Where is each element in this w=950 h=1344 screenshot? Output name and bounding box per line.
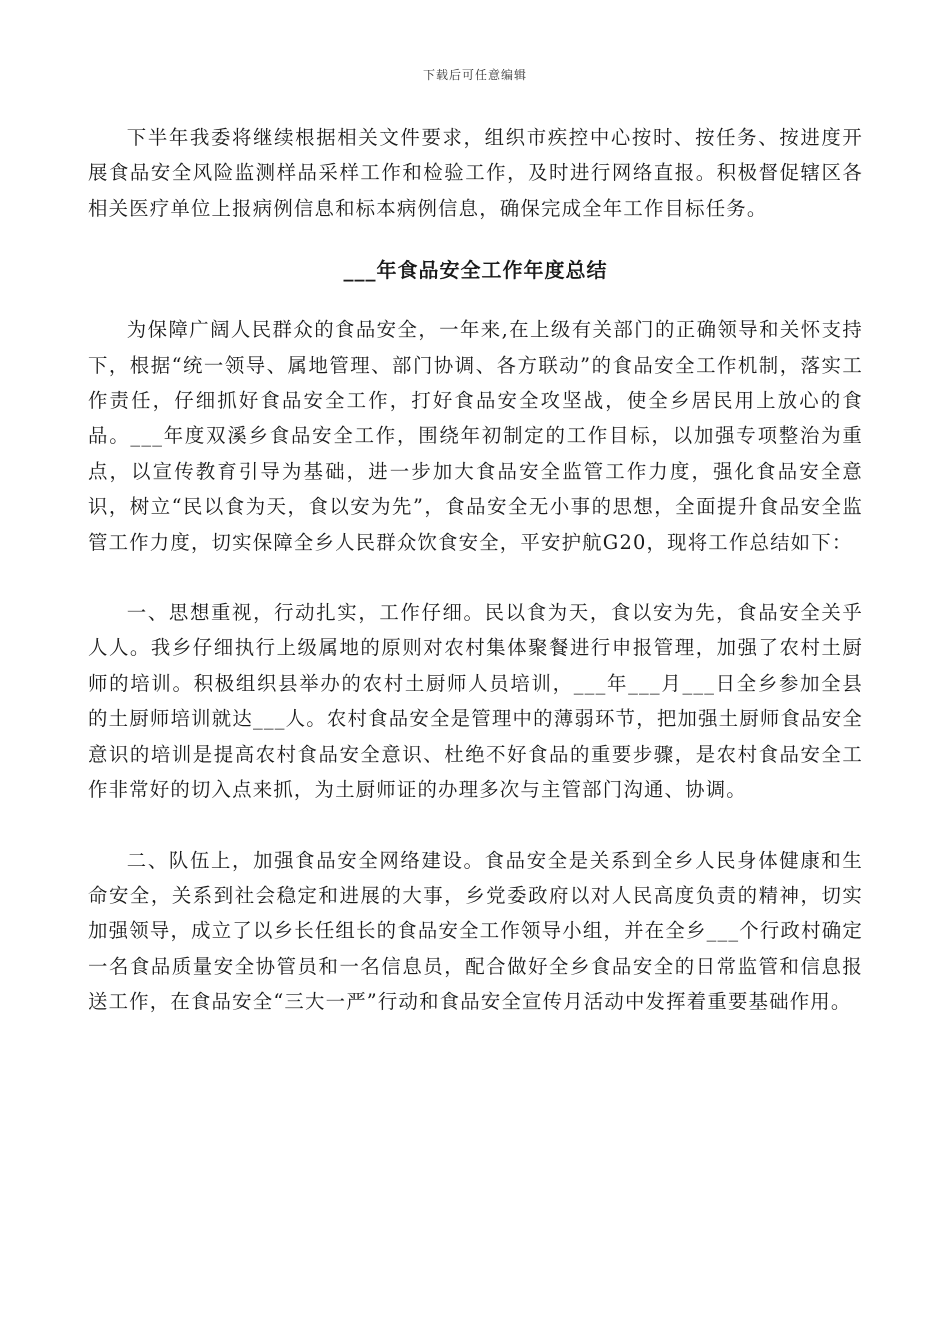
summary-paragraph: 为保障广阔人民群众的食品安全，一年来,在上级有关部门的正确领导和关怀支持下，根据“统一领导、属地管理、部门协调、各方联动”的食品安全工作机制，落实工作责任，仔细抓好食品安全工作，打好食品安全攻坚战，使全乡居民用上放心的食品。___年度双溪乡食品安全工作，围绕年初制定的工作目标，以加强专项整治为重点，以宣传教育引导为基础，进一步加大食品安全监管工作力度，强化食品安全意识，树立“民以食为天，食以安为先”，食品安全无小事的思想，全面提升食品安全监管工作力度，切实保障全乡人民群众饮食安全，平安护航G20，现将工作总结如下： — [88, 318, 863, 554]
intro-paragraph: 下半年我委将继续根据相关文件要求，组织市疾控中心按时、按任务、按进度开展食品安全风险监测样品采样工作和检验工作，及时进行网络直报。积极督促辖区各相关医疗单位上报病例信息和标本病例信息，确保完成全年工作目标任务。 — [88, 126, 863, 220]
section-1-paragraph: 一、思想重视，行动扎实，工作仔细。民以食为天，食以安为先，食品安全关乎人人。我乡仔细执行上级属地的原则对农村集体聚餐进行申报管理，加强了农村土厨师的培训。积极组织县举办的农村土厨师人员培训，___年___月___日全乡参加全县的土厨师培训就达___人。农村食品安全是管理中的薄弱环节，把加强土厨师食品安全意识的培训是提高农村食品安全意识、杜绝不好食品的重要步骤，是农村食品安全工作非常好的切入点来抓，为土厨师证的办理多次与主管部门沟通、协调。 — [88, 601, 863, 802]
header-note: 下载后可任意编辑 — [422, 68, 527, 82]
document-body — [88, 120, 863, 1020]
section-2-paragraph: 二、队伍上，加强食品安全网络建设。食品安全是关系到全乡人民身体健康和生命安全，关系到社会稳定和进展的大事，乡党委政府以对人民高度负责的精神，切实加强领导，成立了以乡长任组长的食品安全工作领导小组，并在全乡___个行政村确定一名食品质量安全协管员和一名信息员，配合做好全乡食品安全的日常监管和信息报送工作，在食品安全“三大一严”行动和食品安全宣传月活动中发挥着重要基础作用。 — [88, 848, 863, 1014]
document-title: ___年食品安全工作年度总结 — [343, 258, 608, 283]
